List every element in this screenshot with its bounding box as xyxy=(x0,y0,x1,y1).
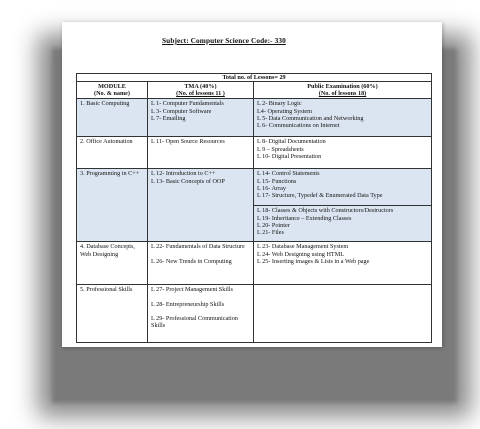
table-row xyxy=(77,285,432,343)
header-public-title: Public Examination (60%) xyxy=(307,83,378,91)
lesson-item: L 15- Functions xyxy=(257,177,297,185)
header-tma-title: TMA (40%) xyxy=(184,83,217,91)
syllabus-table xyxy=(76,73,432,343)
module-cell: 1. Basic Computing xyxy=(77,99,148,137)
lesson-item: L4- Operating System xyxy=(257,107,312,115)
subject-title: Subject: Computer Science Code:- 330 xyxy=(162,36,286,45)
total-lessons: Total no. of Lessons= 29 xyxy=(77,74,432,82)
tma-cell xyxy=(148,242,254,285)
table-row xyxy=(77,169,432,206)
header-tma-sub: (No. of lessons 11 ) xyxy=(176,90,225,98)
lesson-item: L 29- Professional Communication Skills xyxy=(151,314,238,330)
table-row xyxy=(77,242,432,285)
lesson-item: L 24- Web Designing using HTML xyxy=(257,250,344,258)
lesson-item: L 28- Entrepreneurship Skills xyxy=(151,300,225,308)
lesson-item: L 22- Fundamentals of Data Structure xyxy=(151,243,245,251)
lesson-item: L 11- Open Source Resources xyxy=(151,138,225,146)
lesson-item: L 3- Computer Software xyxy=(151,107,212,115)
lesson-item: L 12- Introduction to C++ xyxy=(151,170,216,178)
lesson-item: L 18- Classes & Objects with Constructors/Destructors xyxy=(257,207,394,215)
lesson-item: L 17- Structure, Typedef & Enumerated Data Type xyxy=(257,192,383,200)
lesson-item: L 1- Computer Fundamentals xyxy=(151,100,224,108)
total-row xyxy=(77,74,432,82)
module-cell: 5. Professional Skills xyxy=(77,285,148,343)
public-cell xyxy=(254,99,432,137)
lesson-item: L 20- Pointer xyxy=(257,221,290,229)
module-cell: 3. Programming in C++ xyxy=(77,169,148,242)
header-row xyxy=(77,82,432,99)
tma-cell xyxy=(148,285,254,343)
lesson-item: L 25- Inserting images & Lists in a Web page xyxy=(257,257,370,265)
lesson-item: L 2- Binary Logic xyxy=(257,100,302,108)
public-cell xyxy=(254,206,432,242)
lesson-item: L 10- Digital Presentation xyxy=(257,152,322,160)
public-cell xyxy=(254,169,432,206)
tma-cell xyxy=(148,137,254,169)
header-public xyxy=(254,82,432,99)
public-cell xyxy=(254,242,432,285)
lesson-item: L 27- Project Management Skills xyxy=(151,286,233,294)
table-row xyxy=(77,99,432,137)
lesson-item: L 19- Inheritance – Extending Classes xyxy=(257,214,352,222)
tma-cell xyxy=(148,99,254,137)
header-module xyxy=(77,82,148,99)
public-cell xyxy=(254,285,432,343)
table-row xyxy=(77,137,432,169)
lesson-item: L 26- New Trends in Computing xyxy=(151,257,232,265)
lesson-item: L 8- Digital Documentation xyxy=(257,138,326,146)
lesson-item: L 23- Database Management System xyxy=(257,243,349,251)
lesson-item: L 21- Files xyxy=(257,229,284,237)
tma-cell xyxy=(148,169,254,242)
header-module-sub: (No. & name) xyxy=(94,90,130,98)
lesson-item: L 5- Data Communication and Networking xyxy=(257,114,364,122)
header-tma xyxy=(148,82,254,99)
lesson-item: L 7- Emailing xyxy=(151,114,186,122)
lesson-item: L 13- Basic Concepts of OOP xyxy=(151,177,225,185)
lesson-item: L 9 – Spreadsheets xyxy=(257,145,304,153)
module-cell: 2. Office Automation xyxy=(77,137,148,169)
lesson-item: L 14- Control Statements xyxy=(257,170,320,178)
lesson-item: L 6- Communications on Internet xyxy=(257,122,340,130)
header-module-title: MODULE xyxy=(98,83,126,91)
public-cell xyxy=(254,137,432,169)
header-public-sub: (No. of lessons 18) xyxy=(318,90,367,98)
lesson-item: L 16- Array xyxy=(257,184,286,192)
module-cell: 4. Database Concepts, Web Designing xyxy=(77,242,148,285)
